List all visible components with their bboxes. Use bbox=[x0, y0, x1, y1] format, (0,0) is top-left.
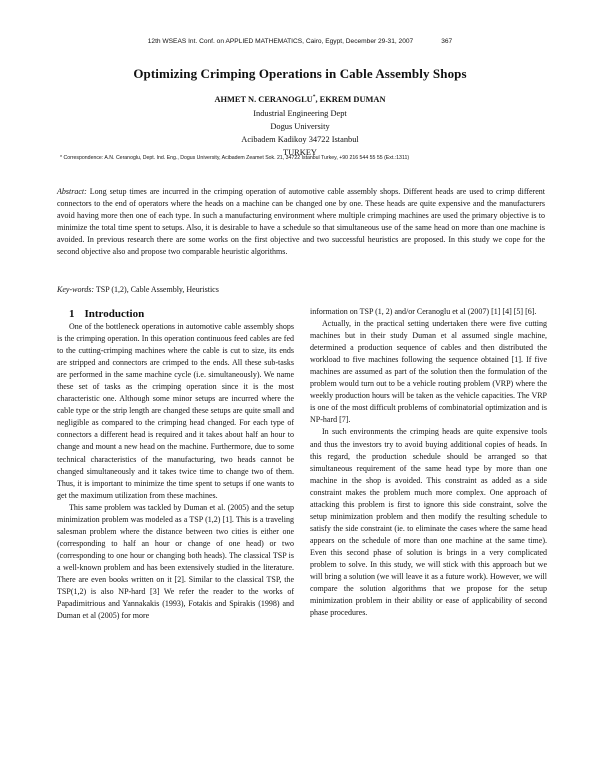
running-header bbox=[0, 38, 600, 45]
affiliation-country: TURKEY bbox=[283, 148, 317, 157]
author-name: EKREM DUMAN bbox=[319, 94, 386, 104]
paper-title: Optimizing Crimping Operations in Cable Assembly Shops bbox=[133, 66, 467, 81]
affiliation bbox=[0, 107, 600, 159]
left-column bbox=[57, 308, 294, 622]
paragraph: One of the bottleneck operations in automotive cable assembly shops is the crimping operation. In this operation continuous feed cables are fed to the cutting-crimping machines where the cable is cut to size, its ends are stripped and connectors are crimped to the ends. All these sub-tasks are performed in the same machine cycle (i.e. simultaneously). We name these set of tasks as the crimping operation since it is the most characteristic one. Although some minor setups are incurred where the cable type or the strip length are changed these setups are quite small and negligible as compared to the crimping head changed. For each type of connectors a different head is required and it takes about half an hour to change and mount a new head on the machine. Furthermore, due to some technical characteristics of the manufacturing, two heads cannot be changed simultaneously and it takes twice time to change two of them. Thus, it is important to minimize the time spent to setups if one wants to get the maximum utilization from these machines. bbox=[57, 322, 294, 500]
section-title: Introduction bbox=[84, 308, 145, 320]
page-number: 367 bbox=[441, 38, 453, 45]
corresponding-mark: * bbox=[312, 94, 316, 100]
paragraph: information on TSP (1, 2) and/or Ceranoglu et al (2007) [1] [4] [5] [6]. bbox=[310, 307, 537, 316]
paragraph: This same problem was tackled by Duman et al. (2005) and the setup minimization problem was modeled as a TSP (1,2) [1]. This is a traveling salesman problem where the distance between two cities is either one (corresponding to half an hour or change of one head) or two (corresponding to one hour or changing both heads). The classical TSP is a well-known problem and has been extensively studied in the literature. There are even books written on it [2]. Similar to the classical TSP, the TSP(1,2) is also NP-hard [3] We refer the reader to the works of Papadimitrious and Yannakakis (1993), Fotakis and Spirakis (1998) and Duman et al (2005) for more bbox=[57, 502, 294, 621]
section-heading bbox=[57, 308, 294, 321]
keywords-label: Key-words: bbox=[57, 285, 95, 294]
conference-name: 12th WSEAS Int. Conf. on APPLIED MATHEMATICS, Cairo, Egypt, December 29-31, 2007 bbox=[147, 38, 414, 45]
author-separator: , bbox=[315, 94, 320, 104]
affiliation-address: Acibadem Kadikoy 34722 Istanbul bbox=[241, 135, 359, 144]
abstract-label: Abstract: bbox=[57, 187, 87, 196]
section-number: 1 bbox=[69, 308, 75, 320]
keywords-text: TSP (1,2), Cable Assembly, Heuristics bbox=[94, 285, 219, 294]
paragraph: In such environments the crimping heads are quite expensive tools and thus the investors try to avoid buying additional copies of heads. In this regard, the production schedule should be arranged so that simultaneous requirement of the same head type by more than one machine in the shop is avoided. This constraint as added as a side constraint makes the problem much more complex. One approach of attacking this problem is first to ignore this side constraint, solve the setup minimization problem and then modify the resulting schedule to satisfy the side constraint (ie. to eliminate the cases where the same head appears on the schedule of more than one machine at the same time). Even this second phase of solution is brings in a very complicated problem to solve. In this study, we will stick with this approach but we will bring a solution (we will leave it as a future work). However, we will compare the solution algorithms that we propose for the setup minimization problem in their ability or ease of applicability of second phase procedures. bbox=[310, 427, 547, 618]
right-column bbox=[310, 306, 547, 619]
paragraph: Actually, in the practical setting undertaken there were five cutting machines but in their study Duman et al assumed single machine, determined a production sequence of cables and then distributed the workload to five machines following the sequence obtained [1]. If five machines are assumed as part of the solution then the formulation of the problem would turn out to be a vehicle routing problem (VRP) where the weekly production hours will be taken as the vehicle capacities. The VRP is one of the most difficult problems of combinatorial optimization and is NP-hard [7]. bbox=[310, 319, 547, 425]
keywords bbox=[57, 285, 545, 294]
correspondence-note: * Correspondence: A.N. Ceranoglu, Dept. Ind. Eng., Dogus University, Acibadem Zeamet Sok. 21, 34722 Istanbul Turkey, +90 216 544 55 55 (Ext.:1311) bbox=[60, 155, 410, 161]
affiliation-dept: Industrial Engineering Dept bbox=[253, 109, 347, 118]
author-name: AHMET N. CERANOGLU bbox=[214, 94, 313, 104]
author-line bbox=[0, 94, 600, 104]
abstract bbox=[57, 186, 545, 259]
abstract-text: Long setup times are incurred in the crimping operation of automotive cable assembly shops. Different heads are used to crimp different connectors to the end of operators where the heads on a machine can be changed one by one. These heads are quite expensive and the manufacturers avoid having more then one of each type. In such a manufacturing environment where multiple crimping machines are used the primary objective is to minimize the total time spent to setups. Also, it is desirable to have a schedule so that simultaneous use of the same head on more than one machine is avoided. In previous research there are some works on the first objective and two successful heuristics are proposed. In this study we cope for the second objective also and propose two comparable heuristic algorithms. bbox=[57, 187, 545, 257]
affiliation-university: Dogus University bbox=[270, 122, 330, 131]
